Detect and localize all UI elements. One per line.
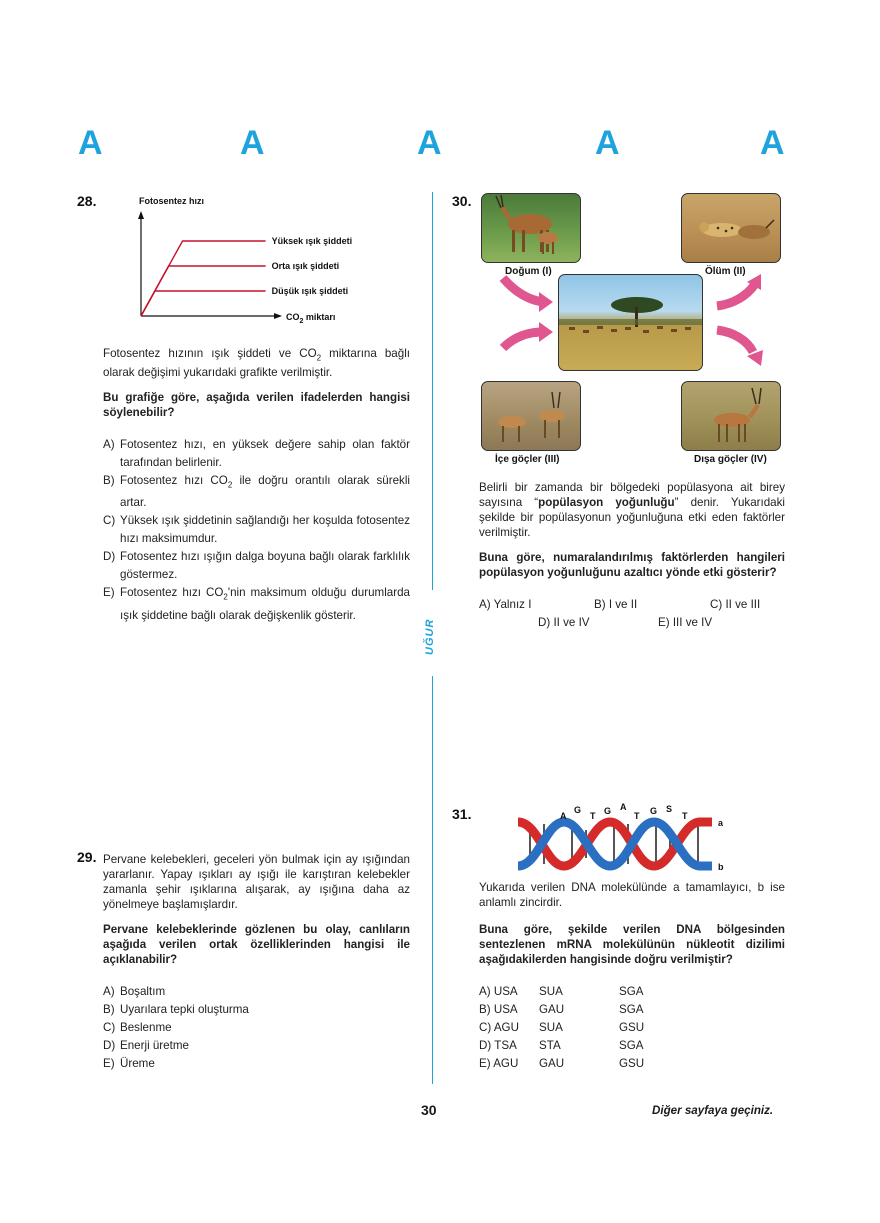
q28-option-c[interactable]: C) Yüksek ışık şiddetinin sağlandığı her koşulda fotosentez hızı maksimumdur. [103, 514, 410, 546]
q28-series-line-3 [141, 291, 266, 316]
q30-number: 30. [452, 193, 472, 209]
q28-chart-y-arrow [138, 211, 144, 219]
q28-stem: Fotosentez hızının ışık şiddeti ve $CO_2$ miktarına bağlı olarak değişimi yukarıdaki grafikte verilmiştir. [103, 347, 411, 380]
death-caption: Ölüm (II) [705, 266, 746, 277]
q31-option-c[interactable]: C) AGU SUA GSU [479, 1021, 645, 1034]
q31-number: 31. [452, 806, 472, 822]
strand-b-label: b [718, 862, 724, 872]
dna-base-6: T [634, 811, 640, 821]
q29-number: 29. [77, 849, 97, 865]
q28-series-label-2: Orta ışık şiddeti [271, 261, 340, 271]
q29-option-a[interactable]: A) Boşaltım [103, 985, 166, 998]
q30-stem: Belirli bir zamanda bir bölgedeki popülasyona ait birey sayısına “popülasyon yoğunluğu” denir. Yukarıdaki şekilde bir popülasyonun yoğunluğuna etki eden faktörler verilmiştir. [479, 481, 786, 539]
column-divider-top [432, 192, 433, 590]
q28-option-e[interactable]: E) Fotosentez hızı $CO_2'nin$ maksimum olduğu durumlarda ışık şiddetine bağlı olarak değişkenlik gösterir. [103, 586, 410, 622]
q28-option-b[interactable]: B) Fotosentez hızı $CO_2$ ile doğru orantılı olarak sürekli artar. [103, 474, 410, 510]
column-divider-bottom [432, 676, 433, 1084]
death-photo [681, 193, 781, 263]
q31-option-d[interactable]: D) TSA STA SGA [479, 1039, 644, 1052]
arrow-in-top [539, 292, 553, 312]
q29-option-d[interactable]: D) Enerji üretme [103, 1039, 189, 1052]
q30-option-b[interactable]: B) I ve II [594, 598, 638, 611]
header-letter-2: A [240, 124, 265, 162]
q30-option-d[interactable]: D) II ve IV [538, 616, 590, 629]
q29-stem: Pervane kelebekleri, geceleri yön bulmak için ay ışığından yararlanır. Yapay ışıkları ay ışığı ile karıştıran kelebekler zamanla şehir ışıklarına alışarak, ay ışığına daha az yönelmeye başlamışlardır. [103, 853, 410, 911]
immigration-photo [481, 381, 581, 451]
q28-chart-x-arrow [274, 313, 282, 319]
q28-option-a[interactable]: A) Fotosentez hızı, en yüksek değere sahip olan faktör tarafından belirlenir. [103, 438, 410, 469]
flow-arrows [495, 270, 785, 385]
birth-photo [481, 193, 581, 263]
q28-options [103, 436, 410, 625]
strand-a-label: a [718, 818, 724, 828]
q28-series-label-3: Düşük ışık şiddeti [271, 286, 349, 296]
q29-option-b[interactable]: B) Uyarılara tepki oluşturma [103, 1003, 249, 1016]
q29-question: Pervane kelebeklerinde gözlenen bu olay, canlıların aşağıda verilen ortak özelliklerinden hangisi ile açıklanabilir? [103, 923, 410, 966]
q31-stem: Yukarıda verilen DNA molekülünde a tamamlayıcı, b ise anlamlı zincirdir. [479, 881, 785, 909]
q31-options [479, 983, 689, 1073]
q30-option-a[interactable]: A) Yalnız I [479, 598, 532, 611]
q30-option-c[interactable]: C) II ve III [710, 598, 761, 611]
q28-option-d[interactable]: D) Fotosentez hızı ışığın dalga boyuna bağlı olarak farklılık göstermez. [103, 550, 410, 582]
dna-helix [516, 800, 736, 880]
dna-base-5: A [620, 802, 627, 812]
arrow-in-bottom [539, 322, 553, 342]
q29-options [103, 983, 410, 1073]
dna-base-3: T [590, 811, 596, 821]
dna-base-2: G [574, 805, 582, 815]
q31-question: Buna göre, şekilde verilen DNA bölgesinden sentezlenen mRNA molekülünün nükleotit dizilimi aşağıdakilerden hangisinde doğru verilmiştir? [479, 923, 785, 966]
q28-chart [128, 192, 388, 328]
q31-option-b[interactable]: B) USA GAU SGA [479, 1003, 644, 1016]
q28-series-line-1 [141, 241, 266, 316]
q28-question: Bu grafiğe göre, aşağıda verilen ifadelerden hangisi söylenebilir? [103, 391, 410, 419]
dna-base-1: A [560, 811, 567, 821]
header-letter-5: A [760, 124, 785, 162]
emigration-photo [681, 381, 781, 451]
dna-base-7: G [650, 806, 658, 816]
next-page-note: Diğer sayfaya geçiniz. [652, 1104, 774, 1117]
page-number: 30 [421, 1102, 437, 1118]
dna-base-8: S [666, 804, 673, 814]
header-letter-4: A [595, 124, 620, 162]
q28-chart-ylabel: Fotosentez hızı [139, 196, 204, 206]
immigration-caption: İçe göçler (III) [495, 454, 560, 465]
dna-base-4: G [604, 806, 612, 816]
header-letter-3: A [417, 124, 442, 162]
q28-chart-xlabel: $CO_2$ miktarı [286, 312, 336, 325]
q29-option-c[interactable]: C) Beslenme [103, 1021, 172, 1034]
q30-option-e[interactable]: E) III ve IV [658, 616, 713, 629]
q31-option-e[interactable]: E) AGU GAU GSU [479, 1057, 645, 1070]
emigration-caption: Dışa göçler (IV) [694, 454, 767, 465]
header-letter-1: A [78, 124, 103, 162]
birth-caption: Doğum (I) [505, 266, 552, 277]
q28-number: 28. [77, 193, 97, 209]
q28-series-label-1: Yüksek ışık şiddeti [271, 236, 353, 246]
q30-question: Buna göre, numaralandırılmış faktörlerden hangileri popülasyon yoğunluğunu azaltıcı yönde etki gösterir? [479, 551, 785, 579]
dna-base-9: T [682, 811, 688, 821]
q29-option-e[interactable]: E) Üreme [103, 1057, 155, 1070]
brand-label: UĞUR [424, 618, 436, 655]
q31-option-a[interactable]: A) USA SUA SGA [479, 985, 644, 998]
